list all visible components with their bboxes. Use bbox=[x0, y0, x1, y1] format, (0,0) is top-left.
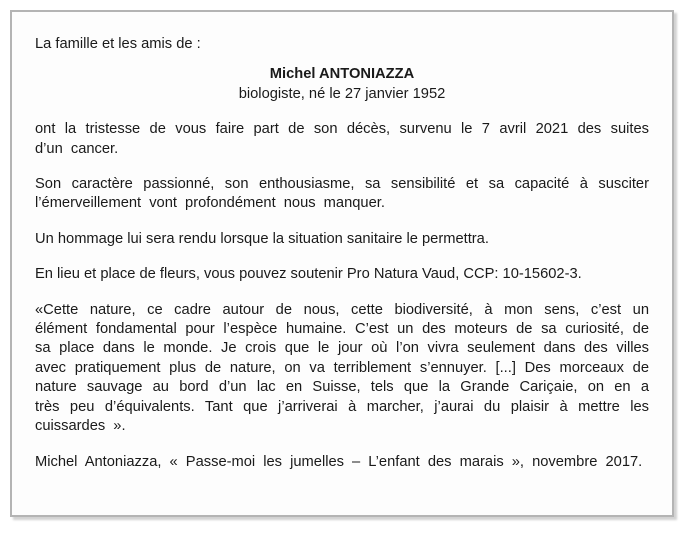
paragraph-caractere: Son caractère passionné, son enthousiasme, sa sensibilité et sa capacité à susciter l’émerveillement vont profondément nous manquer. bbox=[35, 176, 649, 212]
paragraph-deces: ont la tristesse de vous faire part de son décès, survenu le 7 avril 2021 des suites d’un cancer. bbox=[35, 121, 649, 157]
paragraph-source: Michel Antoniazza, « Passe-moi les jumelles – L’enfant des marais », novembre 2017. bbox=[35, 453, 643, 470]
announcement-card bbox=[10, 10, 674, 517]
intro-line: La famille et les amis de : bbox=[35, 36, 201, 52]
paragraph-dons: En lieu et place de fleurs, vous pouvez soutenir Pro Natura Vaud, CCP: 10-15602-3. bbox=[35, 266, 582, 283]
paragraph-hommage: Un hommage lui sera rendu lorsque la situation sanitaire le permettra. bbox=[35, 230, 489, 247]
paragraph-citation: «Cette nature, ce cadre autour de nous, cette biodiversité, à mon sens, c’est un élément fondamental pour l’espèce humaine. C’est un des moteurs de sa curiosité, de sa place dans le monde. Je crois que le jour où l’on vivra seulement dans des villes avec pratiquement plus de nature, on va terriblement s’ennuyer. [...] Des morceaux de nature sauvage au bord d’un lac en Suisse, tels que la Grande Cariçaie, on en a très peu d’équivalents. Tant que j’arriverai à marcher, j’aurai du plaisir à mettre les cuissardes ». bbox=[35, 301, 649, 435]
deceased-subtitle: biologiste, né le 27 janvier 1952 bbox=[238, 85, 446, 102]
deceased-name: Michel ANTONIAZZA bbox=[269, 66, 415, 83]
deceased-header bbox=[35, 65, 649, 104]
